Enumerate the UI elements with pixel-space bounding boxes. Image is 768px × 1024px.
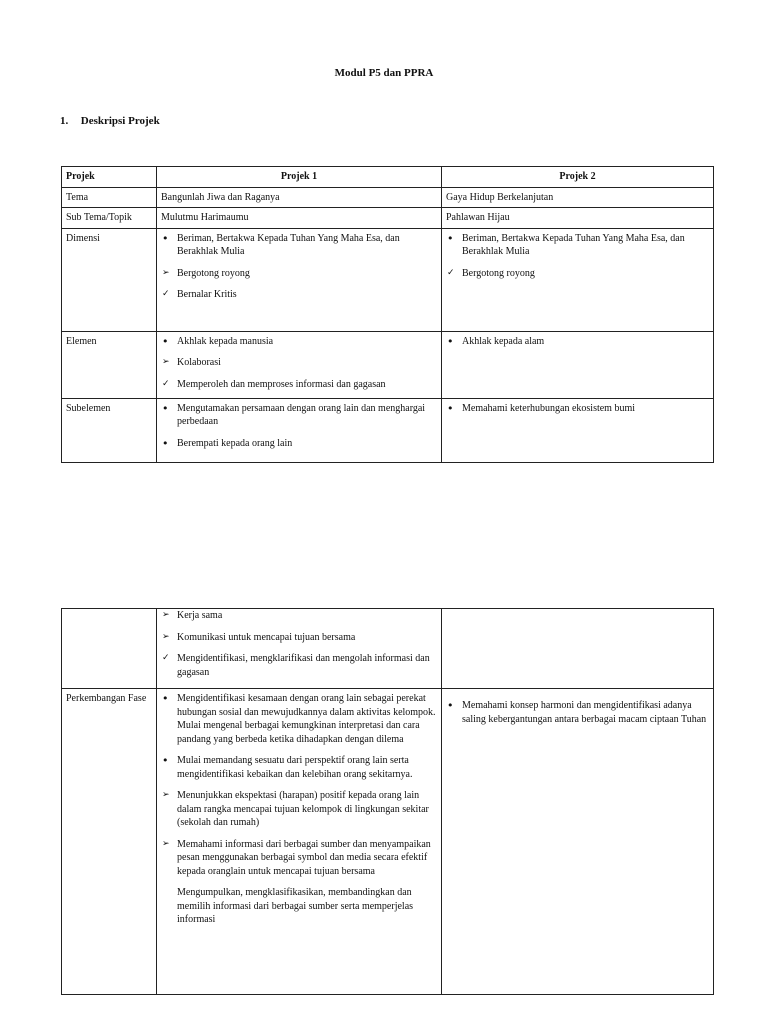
row-label: Tema (62, 187, 157, 208)
list-item-text: Akhlak kepada alam (462, 335, 545, 347)
list-item (161, 232, 437, 259)
checkmark-icon (162, 652, 174, 666)
table-row-elemen (62, 331, 714, 398)
list-item (161, 356, 437, 370)
cell-perkembangan-p2 (442, 689, 714, 995)
list-item (161, 754, 437, 781)
header-projek: Projek (62, 167, 157, 188)
bullet-icon (447, 335, 459, 351)
list-item (161, 609, 437, 623)
table-row-tema (62, 187, 714, 208)
arrow-bullet-icon (162, 609, 174, 623)
bullet-icon (447, 402, 459, 418)
row-label: Dimensi (62, 228, 157, 331)
perkembangan-p1-list (161, 692, 437, 878)
list-item (161, 288, 437, 302)
row-label (62, 609, 157, 689)
continued-p1-list (161, 609, 437, 679)
list-item (161, 652, 437, 679)
row-label: Subelemen (62, 398, 157, 462)
list-item-text: Mengidentifikasi kesamaan dengan orang lain sebagai perekat hubungan sosial dan mewujudkannya dalam aktivitas kelompok. Mulai mengenal berbagai kemungkinan interpretasi dan cara pandang yang berbeda ketika dihadapkan dengan dilema (177, 693, 436, 745)
list-item (446, 699, 709, 726)
list-item-text: Akhlak kepada manusia (177, 335, 274, 347)
table-row-dimensi (62, 228, 714, 331)
cell-perkembangan-p1 (157, 689, 442, 995)
list-item-text: Beriman, Bertakwa Kepada Tuhan Yang Maha Esa, dan Berakhlak Mulia (462, 232, 685, 257)
list-item-text: Bergotong royong (177, 267, 250, 279)
cell-subelemen-p1 (157, 398, 442, 462)
cell-continued-p1 (157, 609, 442, 689)
table-header-row (62, 167, 714, 188)
dimensi-p1-list (161, 232, 437, 302)
perkembangan-p1-paragraph: Mengumpulkan, mengklasifikasikan, membandingkan dan memilih informasi dari berbagai sumber serta memperjelas informasi (177, 887, 414, 925)
list-item-text: Mulai memandang sesuatu dari perspektif orang lain serta mengidentifikasi kebaikan dan kelebihan orang sekitarnya. (177, 755, 413, 780)
checkmark-icon (162, 378, 174, 392)
row-label: Sub Tema/Topik (62, 208, 157, 229)
row-label: Perkembangan Fase (62, 689, 157, 995)
document-title: Modul P5 dan PPRA (334, 67, 434, 79)
section-heading (60, 115, 160, 127)
bullet-icon (447, 699, 459, 715)
header-projek-2: Projek 2 (442, 167, 714, 188)
list-item-text: Mengidentifikasi, mengklarifikasi dan mengolah informasi dan gagasan (177, 653, 430, 678)
list-item-text: Menunjukkan ekspektasi (harapan) positif kepada orang lain dalam rangka mencapai tujuan kelompok di lingkungan sekitar (sekolah dan rumah) (177, 790, 429, 828)
subelemen-p2-list (446, 402, 709, 416)
section-number: 1. (60, 115, 69, 127)
list-item (161, 692, 437, 746)
list-item (161, 335, 437, 349)
cell-elemen-p2 (442, 331, 714, 398)
section-title: Deskripsi Projek (80, 115, 160, 127)
header-projek-1: Projek 1 (157, 167, 442, 188)
bullet-icon (162, 754, 174, 770)
list-item-text: Komunikasi untuk mencapai tujuan bersama (177, 631, 356, 643)
cell-subelemen-p2 (442, 398, 714, 462)
arrow-bullet-icon (162, 267, 174, 281)
elemen-p1-list (161, 335, 437, 392)
table-row-continued (62, 609, 714, 689)
list-item-text: Memahami informasi dari berbagai sumber dan menyampaikan pesan menggunakan berbagai symbol dan media secara efektif kepada oranglain untuk mencapai tujuan bersama (177, 838, 431, 877)
table-row-subelemen (62, 398, 714, 462)
bullet-icon (447, 232, 459, 248)
list-item-text: Memahami keterhubungan ekosistem bumi (462, 402, 636, 414)
cell-subtema-p1: Mulutmu Harimaumu (157, 208, 442, 229)
arrow-bullet-icon (162, 789, 174, 803)
list-item (446, 232, 709, 259)
arrow-bullet-icon (162, 356, 174, 370)
bullet-icon (162, 335, 174, 351)
list-item-text: Bernalar Kritis (177, 289, 237, 300)
list-item-text: Memperoleh dan memproses informasi dan gagasan (177, 378, 386, 390)
bullet-icon (162, 437, 174, 453)
list-item-text: Kerja sama (177, 610, 223, 621)
checkmark-icon (162, 288, 174, 302)
elemen-p2-list (446, 335, 709, 349)
table-row-subtema (62, 208, 714, 229)
list-item-text: Beriman, Bertakwa Kepada Tuhan Yang Maha Esa, dan Berakhlak Mulia (177, 232, 400, 257)
list-item (161, 789, 437, 830)
cell-elemen-p1 (157, 331, 442, 398)
cell-continued-p2 (442, 609, 714, 689)
list-item (161, 402, 437, 429)
list-item (161, 267, 437, 281)
list-item-text: Memahami konsep harmoni dan mengidentifikasi adanya saling kebergantungan antara berbagai macam ciptaan Tuhan (462, 700, 707, 725)
checkmark-icon (447, 267, 459, 281)
list-item-text: Bergotong royong (462, 267, 535, 279)
list-item-text: Mengutamakan persamaan dengan orang lain dan menghargai perbedaan (177, 402, 426, 427)
arrow-bullet-icon (162, 838, 174, 852)
list-item (446, 335, 709, 349)
cell-tema-p2: Gaya Hidup Berkelanjutan (442, 187, 714, 208)
list-item (161, 838, 437, 879)
list-item (161, 378, 437, 392)
perkembangan-p2-list (446, 699, 709, 726)
list-item-text: Kolaborasi (177, 357, 221, 368)
table-row-perkembangan (62, 689, 714, 995)
subelemen-p1-list (161, 402, 437, 451)
project-description-table (61, 166, 714, 463)
bullet-icon (162, 232, 174, 248)
list-item (161, 631, 437, 645)
list-item (446, 267, 709, 281)
list-item-text: Berempati kepada orang lain (177, 437, 293, 449)
cell-dimensi-p2 (442, 228, 714, 331)
list-item (161, 437, 437, 451)
dimensi-p2-list (446, 232, 709, 281)
bullet-icon (162, 402, 174, 418)
bullet-icon (162, 692, 174, 708)
project-description-table-continued (61, 608, 714, 995)
cell-dimensi-p1 (157, 228, 442, 331)
arrow-bullet-icon (162, 631, 174, 645)
list-item (446, 402, 709, 416)
cell-subtema-p2: Pahlawan Hijau (442, 208, 714, 229)
row-label: Elemen (62, 331, 157, 398)
cell-tema-p1: Bangunlah Jiwa dan Raganya (157, 187, 442, 208)
